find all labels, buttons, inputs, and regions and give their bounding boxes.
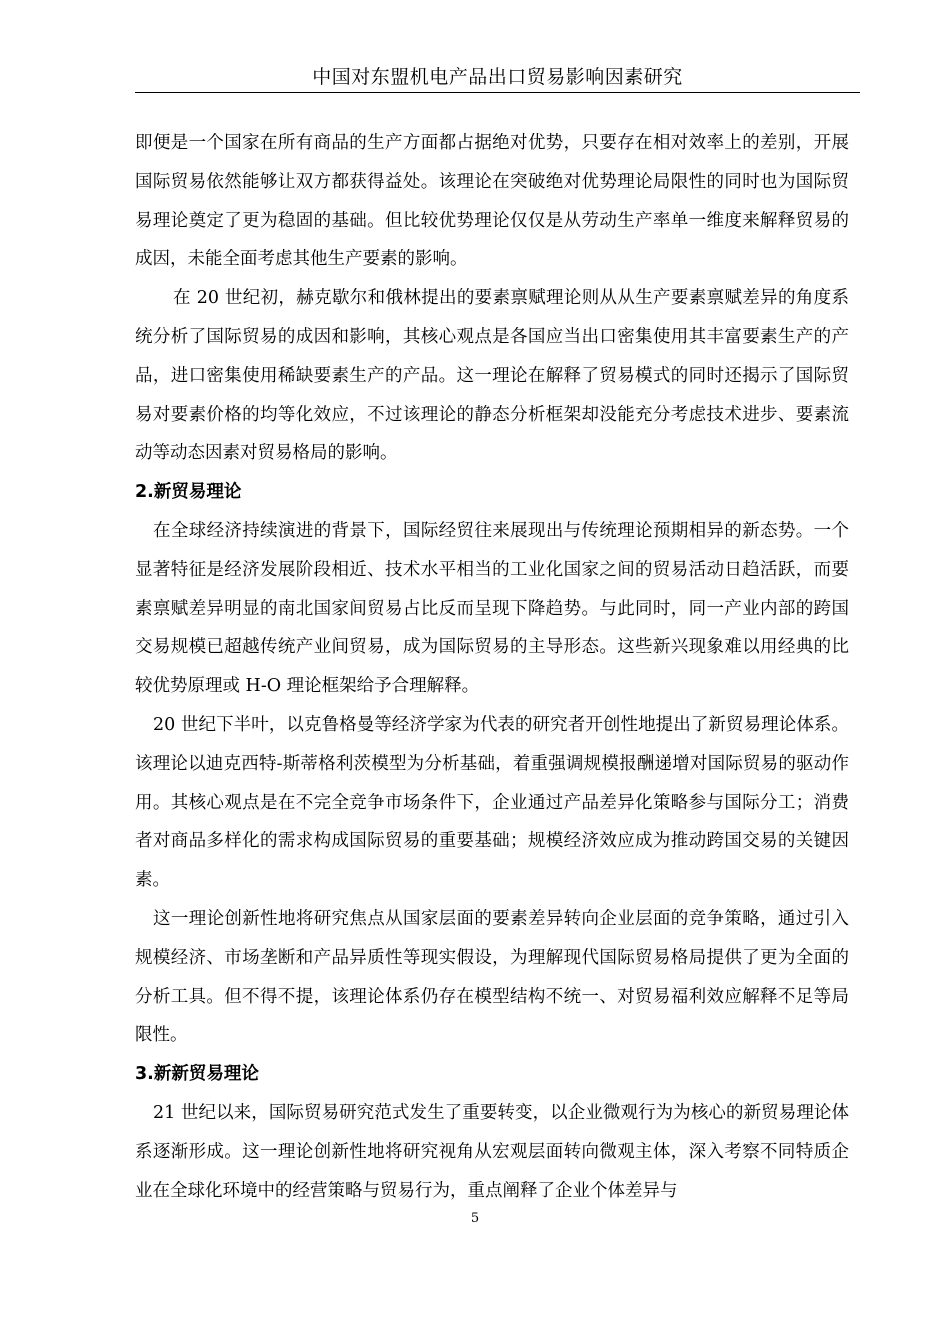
section-heading-new-trade-theory: 2.新贸易理论 xyxy=(135,482,242,503)
page-header xyxy=(135,62,860,93)
section-heading-new-new-trade-theory: 3.新新贸易理论 xyxy=(135,1064,259,1085)
page-number: 5 xyxy=(470,1211,480,1226)
paragraph-factor-endowment: 在 20 世纪初，赫克歇尔和俄林提出的要素禀赋理论则从从生产要素禀赋差异的角度系统分析了国际贸易的成因和影响，其核心观点是各国应当出口密集使用其丰富要素生产的产品，进口密集使用稀缺要素生产的产品。这一理论在解释了贸易模式的同时还揭示了国际贸易对要素价格的均等化效应，不过该理论的静态分析框架却没能充分考虑技术进步、要素流动等动态因素对贸易格局的影响。 xyxy=(135,288,849,464)
paragraph-krugman: 20 世纪下半叶，以克鲁格曼等经济学家为代表的研究者开创性地提出了新贸易理论体系。该理论以迪克西特-斯蒂格利茨模型为分析基础，着重强调规模报酬递增对国际贸易的驱动作用。其核心观点是在不完全竞争市场条件下，企业通过产品差异化策略参与国际分工；消费者对商品多样化的需求构成国际贸易的重要基础；规模经济效应成为推动跨国交易的关键因素。 xyxy=(135,714,849,891)
paragraph-new-trade-background: 在全球经济持续演进的背景下，国际经贸往来展现出与传统理论预期相异的新态势。一个显著特征是经济发展阶段相近、技术水平相当的工业化国家之间的贸易活动日趋活跃，而要素禀赋差异明显的南北国家间贸易占比反而呈现下降趋势。与此同时，同一产业内部的跨国交易规模已超越传统产业间贸易，成为国际贸易的主导形态。这些新兴现象难以用经典的比较优势原理或 H-O 理论框架给予合理解释。 xyxy=(135,520,849,697)
document-body xyxy=(135,124,849,1210)
paragraph-new-new-trade: 21 世纪以来，国际贸易研究范式发生了重要转变，以企业微观行为为核心的新贸易理论体系逐渐形成。这一理论创新性地将研究视角从宏观层面转向微观主体，深入考察不同特质企业在全球化环境中的经营策略与贸易行为，重点阐释了企业个体差异与 xyxy=(135,1102,849,1201)
header-title: 中国对东盟机电产品出口贸易影响因素研究 xyxy=(312,66,683,88)
paragraph-new-trade-evaluation: 这一理论创新性地将研究焦点从国家层面的要素差异转向企业层面的竞争策略，通过引入规模经济、市场垄断和产品异质性等现实假设，为理解现代国际贸易格局提供了更为全面的分析工具。但不得不提，该理论体系仍存在模型结构不统一、对贸易福利效应解释不足等局限性。 xyxy=(135,908,849,1046)
paragraph-comparative-advantage: 即便是一个国家在所有商品的生产方面都占据绝对优势，只要存在相对效率上的差别，开展国际贸易依然能够让双方都获得益处。该理论在突破绝对优势理论局限性的同时也为国际贸易理论奠定了更为稳固的基础。但比较优势理论仅仅是从劳动生产率单一维度来解释贸易的成因，未能全面考虑其他生产要素的影响。 xyxy=(135,133,849,270)
